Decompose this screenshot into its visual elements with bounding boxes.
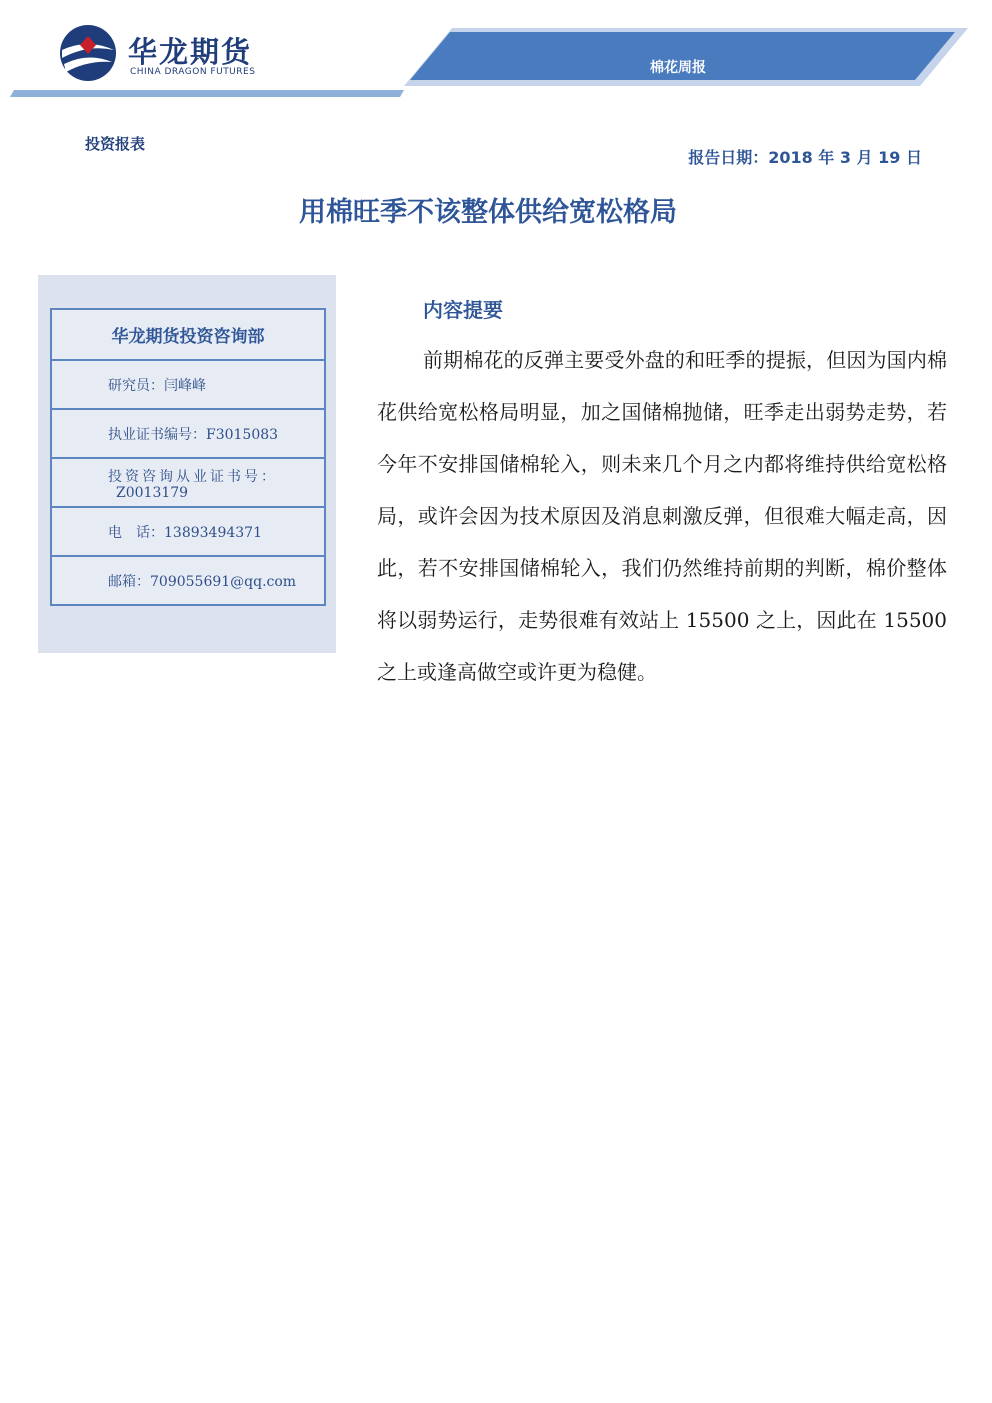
report-date: 报告日期：2018 年 3 月 19 日 [688, 148, 922, 167]
analyst-row: 研究员：闫峰峰 [52, 359, 324, 408]
summary-heading: 内容提要 [423, 298, 503, 322]
consult-license-value: Z0013179 [116, 485, 189, 501]
banner-label: 棉花周报 [650, 60, 706, 76]
consult-license-row [52, 457, 324, 506]
brand-name-cn: 华龙期货 [128, 35, 253, 69]
department-heading: 华龙期货投资咨询部 [111, 327, 265, 347]
brand-name-en: CHINA DRAGON FUTURES [130, 67, 256, 77]
summary-body: 前期棉花的反弹主要受外盘的和旺季的提振，但因为国内棉花供给宽松格局明显，加之国储棉抛储，旺季走出弱势走势，若今年不安排国储棉轮入，则未来几个月之内都将维持供给宽松格局，或许会因为技术原因及消息刺激反弹，但很难大幅走高，因此，若不安排国储棉轮入，我们仍然维持前期的判断，棉价整体将以弱势运行，走势很难有效站上 15500 之上，因此在 15500 之上或逢高做空或许更为稳健。 [377, 348, 947, 684]
report-type-label: 投资报表 [85, 135, 146, 153]
license-row: 执业证书编号：F3015083 [52, 408, 324, 457]
email-row[interactable]: 邮箱：709055691@qq.com [52, 555, 324, 604]
page-title: 用棉旺季不该整体供给宽松格局 [299, 197, 677, 228]
phone-row: 电 话：13893494371 [52, 506, 324, 555]
consult-license-label: 投资咨询从业证书号： [108, 469, 278, 485]
contact-sidebar [38, 275, 336, 653]
contact-table [50, 308, 326, 606]
logo-icon [60, 25, 116, 81]
page-header [0, 0, 992, 110]
header-underline [10, 90, 404, 97]
